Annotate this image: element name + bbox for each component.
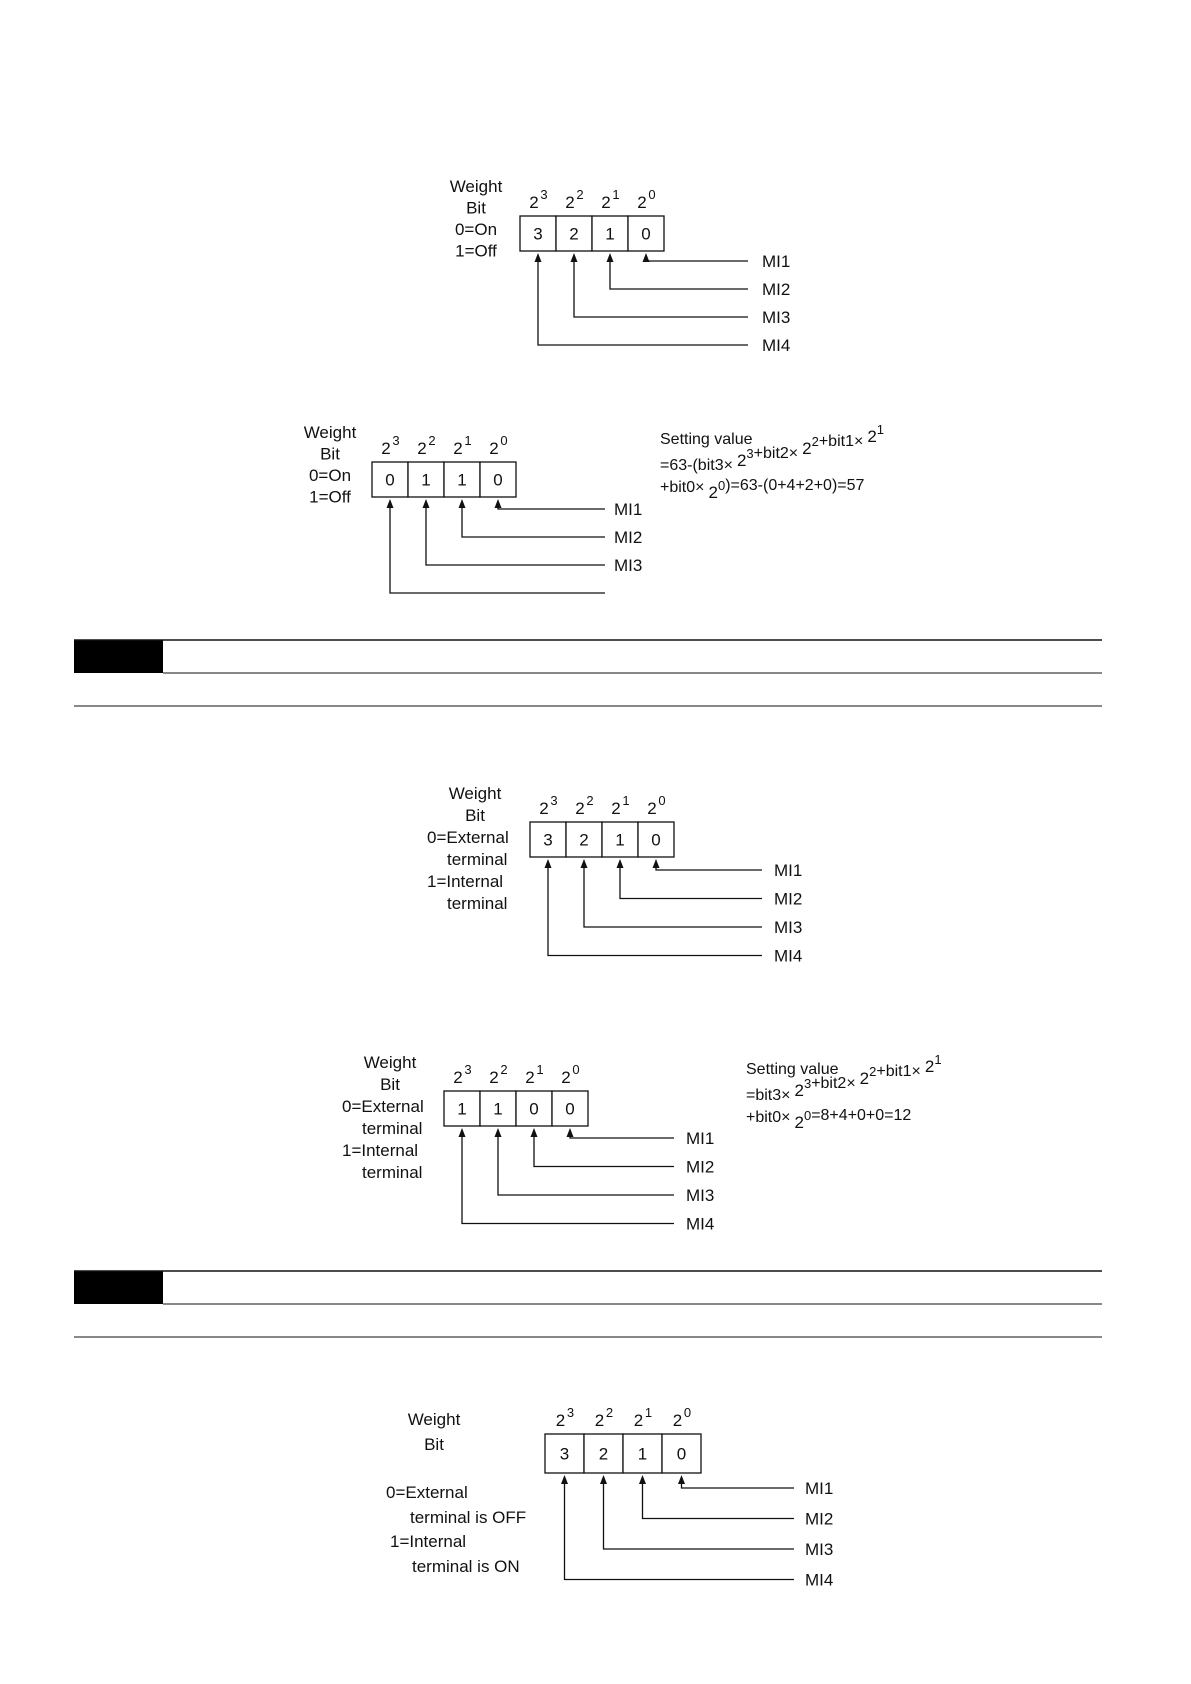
label-line-2: Bit bbox=[424, 1435, 444, 1454]
output-label-3: MI3 bbox=[686, 1186, 715, 1205]
weight-4 bbox=[561, 1062, 579, 1087]
weight-exponent: 3 bbox=[566, 1405, 575, 1420]
bit-cell-value: 1 bbox=[457, 1099, 467, 1119]
weight-exponent: 3 bbox=[550, 793, 558, 808]
weight-exponent: 3 bbox=[392, 433, 400, 448]
bit-cell-1 bbox=[520, 216, 556, 251]
formula-power-exponent: 1 bbox=[876, 422, 885, 437]
bit-cell-3 bbox=[592, 216, 628, 251]
connector-line-3 bbox=[498, 1136, 674, 1195]
arrow-up-icon bbox=[571, 253, 578, 262]
output-label-1: MI1 bbox=[774, 861, 803, 880]
weight-4 bbox=[637, 187, 655, 212]
weight-base: 2 bbox=[555, 1411, 566, 1430]
bit-cell-3 bbox=[623, 1434, 662, 1473]
section-bar-1 bbox=[74, 640, 1102, 706]
label-line-5: 1=Internal bbox=[342, 1141, 419, 1160]
weight-1 bbox=[381, 433, 399, 458]
bit-cell-value: 2 bbox=[569, 224, 579, 244]
bit-cell-4 bbox=[552, 1091, 588, 1126]
bit-cell-2 bbox=[408, 462, 444, 497]
arrow-up-icon bbox=[567, 1128, 574, 1137]
label-line-4: terminal is OFF bbox=[410, 1508, 527, 1527]
weight-exponent: 2 bbox=[576, 187, 584, 202]
bit-cell-value: 0 bbox=[651, 830, 661, 850]
formula-power-base: 2 bbox=[802, 439, 812, 458]
bit-cell-3 bbox=[602, 822, 638, 857]
bit-cell-value: 3 bbox=[533, 224, 543, 244]
label-line-4: 1=Off bbox=[455, 241, 497, 261]
formula-power-exponent: 1 bbox=[934, 1052, 942, 1067]
bit-cell-value: 1 bbox=[421, 470, 431, 490]
formula-segment: =bit3× bbox=[746, 1087, 791, 1104]
bit-cell-value: 1 bbox=[637, 1444, 648, 1464]
connector-line-1 bbox=[498, 507, 605, 509]
weight-base: 2 bbox=[539, 799, 549, 818]
formula-power-base: 2 bbox=[859, 1069, 870, 1088]
weight-2 bbox=[417, 433, 435, 458]
label-line-1: Weight bbox=[407, 1410, 461, 1429]
output-label-4: MI4 bbox=[762, 336, 791, 355]
arrow-up-icon bbox=[545, 859, 552, 868]
formula-segment: )=63-(0+4+2+0)=57 bbox=[725, 477, 865, 494]
weight-exponent: 0 bbox=[572, 1062, 580, 1077]
output-label-3: MI3 bbox=[762, 308, 791, 327]
label-line-2: Bit bbox=[320, 444, 340, 464]
setting-value-formula bbox=[746, 1052, 942, 1132]
connector-line-2 bbox=[534, 1136, 674, 1167]
weight-exponent: 1 bbox=[644, 1405, 653, 1420]
connector-line-4 bbox=[462, 1136, 674, 1224]
weight-4 bbox=[647, 793, 665, 818]
bit-cell-4 bbox=[638, 822, 674, 857]
output-label-3: MI3 bbox=[805, 1540, 834, 1559]
bit-cell-value: 1 bbox=[457, 470, 467, 490]
bit-cell-2 bbox=[480, 1091, 516, 1126]
formula-title: Setting value bbox=[660, 431, 753, 448]
weight-base: 2 bbox=[601, 193, 611, 212]
weight-4 bbox=[673, 1405, 691, 1430]
arrow-up-icon bbox=[678, 1475, 685, 1484]
weight-base: 2 bbox=[561, 1068, 571, 1087]
connector-line-4 bbox=[390, 507, 605, 593]
weight-base: 2 bbox=[594, 1411, 605, 1430]
connector-line-2 bbox=[610, 261, 748, 289]
weight-base: 2 bbox=[525, 1068, 535, 1087]
label-line-1: Weight bbox=[448, 784, 502, 803]
formula-line-2 bbox=[660, 477, 865, 502]
output-label-2: MI2 bbox=[774, 889, 803, 909]
bit-cell-value: 1 bbox=[493, 1099, 503, 1119]
weight-3 bbox=[634, 1405, 652, 1430]
label-line-2: Bit bbox=[466, 198, 486, 218]
bit-diagram-5 bbox=[386, 1405, 833, 1590]
connector-line-3 bbox=[426, 507, 605, 565]
weight-exponent: 0 bbox=[658, 793, 666, 808]
formula-segment: +bit2× bbox=[811, 1075, 856, 1092]
label-line-4: terminal bbox=[362, 1119, 423, 1138]
output-label-2: MI2 bbox=[805, 1509, 834, 1529]
connector-line-1 bbox=[682, 1483, 795, 1488]
bit-cell-2 bbox=[556, 216, 592, 251]
bit-cell-2 bbox=[566, 822, 602, 857]
label-line-2: Bit bbox=[380, 1075, 400, 1094]
output-label-2: MI2 bbox=[614, 528, 643, 547]
formula-line-1 bbox=[746, 1052, 942, 1104]
setting-value-formula bbox=[660, 422, 884, 502]
weight-2 bbox=[595, 1405, 613, 1430]
connector-line-3 bbox=[604, 1483, 795, 1549]
formula-power-exponent: 0 bbox=[803, 1108, 812, 1123]
bit-cell-3 bbox=[444, 462, 480, 497]
weight-exponent: 1 bbox=[622, 793, 630, 808]
weight-2 bbox=[565, 187, 583, 212]
bit-cell-value: 0 bbox=[641, 224, 651, 244]
label-line-3: 0=External bbox=[427, 828, 509, 847]
weight-exponent: 1 bbox=[464, 433, 472, 448]
weight-3 bbox=[601, 187, 619, 212]
weight-base: 2 bbox=[453, 1068, 463, 1087]
weight-exponent: 2 bbox=[500, 1062, 508, 1077]
bit-cell-4 bbox=[628, 216, 664, 251]
section-bar-2 bbox=[74, 1271, 1102, 1337]
weight-base: 2 bbox=[489, 439, 499, 458]
arrow-up-icon bbox=[581, 859, 588, 868]
formula-power-base: 2 bbox=[924, 1057, 935, 1076]
weight-1 bbox=[539, 793, 557, 818]
formula-power-exponent: 2 bbox=[811, 434, 819, 449]
formula-segment: +bit1× bbox=[876, 1063, 921, 1080]
label-line-6: terminal bbox=[447, 894, 508, 913]
weight-1 bbox=[556, 1405, 574, 1430]
weight-exponent: 2 bbox=[428, 433, 436, 448]
output-label-4: MI4 bbox=[686, 1214, 715, 1234]
weight-base: 2 bbox=[453, 439, 463, 458]
formula-segment: +bit1× bbox=[818, 433, 864, 450]
weight-4 bbox=[489, 433, 507, 458]
formula-segment: =8+4+0+0=12 bbox=[811, 1107, 912, 1124]
weight-base: 2 bbox=[611, 799, 621, 818]
label-line-1: Weight bbox=[363, 1053, 417, 1072]
bit-cell-value: 3 bbox=[543, 830, 553, 850]
bit-cell-1 bbox=[444, 1091, 480, 1126]
label-line-4: terminal bbox=[447, 850, 508, 869]
label-line-6: terminal bbox=[362, 1163, 423, 1182]
formula-title: Setting value bbox=[746, 1061, 839, 1078]
bit-diagram-1 bbox=[450, 177, 791, 355]
weight-2 bbox=[489, 1062, 507, 1087]
weight-base: 2 bbox=[633, 1411, 644, 1430]
formula-segment: +bit0× bbox=[746, 1109, 791, 1126]
weight-base: 2 bbox=[565, 193, 575, 212]
connector-line-1 bbox=[570, 1136, 674, 1138]
arrow-up-icon bbox=[639, 1475, 646, 1484]
arrow-up-icon bbox=[607, 253, 614, 262]
weight-exponent: 3 bbox=[540, 187, 548, 202]
bit-cell-value: 0 bbox=[385, 470, 395, 490]
formula-segment: =63-(bit3× bbox=[660, 457, 733, 474]
weight-base: 2 bbox=[647, 799, 657, 818]
weight-exponent: 2 bbox=[605, 1405, 614, 1420]
formula-line-2 bbox=[746, 1107, 911, 1132]
label-line-3: 0=External bbox=[386, 1483, 468, 1502]
weight-1 bbox=[529, 187, 547, 212]
bit-cell-value: 1 bbox=[615, 830, 625, 850]
bit-cell-1 bbox=[545, 1434, 584, 1473]
arrow-up-icon bbox=[561, 1475, 568, 1484]
bit-cell-value: 0 bbox=[565, 1099, 575, 1119]
bit-cell-value: 2 bbox=[579, 830, 589, 850]
weight-base: 2 bbox=[672, 1411, 683, 1430]
arrow-up-icon bbox=[459, 1128, 466, 1137]
bit-cell-value: 0 bbox=[493, 470, 503, 490]
connector-line-2 bbox=[462, 507, 605, 537]
formula-power-base: 2 bbox=[794, 1081, 804, 1100]
weight-exponent: 1 bbox=[612, 187, 620, 202]
formula-power-exponent: 3 bbox=[803, 1076, 812, 1091]
label-line-3: 0=On bbox=[454, 220, 498, 239]
weight-base: 2 bbox=[489, 1068, 499, 1087]
bit-cell-4 bbox=[480, 462, 516, 497]
connector-line-4 bbox=[565, 1483, 795, 1580]
bit-cell-value: 1 bbox=[605, 224, 615, 244]
weight-1 bbox=[453, 1062, 471, 1087]
formula-segment: +bit0× bbox=[660, 479, 705, 496]
formula-power-exponent: 2 bbox=[869, 1064, 877, 1079]
bit-cell-value: 3 bbox=[559, 1444, 570, 1464]
connector-line-2 bbox=[620, 867, 762, 899]
weight-2 bbox=[575, 793, 593, 818]
weight-3 bbox=[525, 1062, 543, 1087]
weight-exponent: 2 bbox=[586, 793, 594, 808]
formula-segment: +bit2× bbox=[753, 445, 799, 462]
label-line-3: 0=On bbox=[308, 466, 352, 485]
bit-cell-1 bbox=[372, 462, 408, 497]
weight-exponent: 0 bbox=[683, 1405, 692, 1420]
bit-cell-value: 0 bbox=[676, 1444, 687, 1464]
arrow-up-icon bbox=[387, 499, 394, 508]
label-line-5: 1=Internal bbox=[390, 1532, 467, 1551]
bit-diagram-3 bbox=[427, 784, 802, 966]
arrow-up-icon bbox=[459, 499, 466, 508]
weight-exponent: 0 bbox=[648, 187, 656, 202]
output-label-2: MI2 bbox=[762, 280, 791, 299]
bit-cell-4 bbox=[662, 1434, 701, 1473]
label-line-3: 0=External bbox=[342, 1097, 424, 1116]
arrow-up-icon bbox=[495, 1128, 502, 1137]
bit-cell-value: 0 bbox=[529, 1099, 539, 1119]
bit-cell-value: 2 bbox=[598, 1444, 609, 1464]
weight-exponent: 0 bbox=[500, 433, 508, 448]
weight-base: 2 bbox=[575, 799, 585, 818]
output-label-3: MI3 bbox=[774, 918, 803, 937]
label-line-1: Weight bbox=[303, 423, 357, 442]
bit-cell-1 bbox=[530, 822, 566, 857]
output-label-3: MI3 bbox=[614, 556, 643, 575]
output-label-1: MI1 bbox=[614, 500, 643, 519]
connector-line-3 bbox=[584, 867, 762, 927]
weight-base: 2 bbox=[381, 439, 391, 458]
weight-3 bbox=[611, 793, 629, 818]
formula-power-base: 2 bbox=[708, 483, 718, 502]
arrow-up-icon bbox=[535, 253, 542, 262]
formula-power-exponent: 3 bbox=[746, 446, 754, 461]
output-label-2: MI2 bbox=[686, 1157, 715, 1177]
output-label-4: MI4 bbox=[805, 1570, 834, 1590]
label-line-6: terminal is ON bbox=[412, 1557, 520, 1576]
bit-cell-3 bbox=[516, 1091, 552, 1126]
output-label-4: MI4 bbox=[774, 946, 803, 966]
arrow-up-icon bbox=[495, 499, 502, 508]
formula-line-1 bbox=[660, 422, 884, 474]
arrow-up-icon bbox=[531, 1128, 538, 1137]
connector-line-4 bbox=[538, 261, 748, 345]
output-label-1: MI1 bbox=[762, 252, 791, 271]
weight-base: 2 bbox=[637, 193, 647, 212]
output-label-1: MI1 bbox=[686, 1129, 715, 1148]
formula-power-base: 2 bbox=[867, 427, 877, 446]
label-line-1: Weight bbox=[449, 177, 503, 196]
bit-diagram-4 bbox=[342, 1052, 942, 1234]
weight-exponent: 1 bbox=[536, 1062, 544, 1077]
arrow-up-icon bbox=[617, 859, 624, 868]
arrow-up-icon bbox=[600, 1475, 607, 1484]
label-line-2: Bit bbox=[465, 806, 485, 825]
formula-power-exponent: 0 bbox=[717, 478, 726, 493]
arrow-up-icon bbox=[653, 859, 660, 868]
label-line-4: 1=Off bbox=[309, 487, 351, 507]
formula-power-base: 2 bbox=[794, 1113, 804, 1132]
connector-line-4 bbox=[548, 867, 762, 956]
weight-base: 2 bbox=[417, 439, 427, 458]
weight-exponent: 3 bbox=[464, 1062, 472, 1077]
arrow-up-icon bbox=[423, 499, 430, 508]
weight-3 bbox=[453, 433, 471, 458]
formula-power-base: 2 bbox=[736, 451, 747, 470]
label-line-5: 1=Internal bbox=[427, 872, 504, 891]
bit-diagram-2 bbox=[304, 422, 884, 593]
output-label-1: MI1 bbox=[805, 1479, 834, 1498]
bit-cell-2 bbox=[584, 1434, 623, 1473]
connector-line-1 bbox=[656, 867, 762, 870]
weight-base: 2 bbox=[529, 193, 539, 212]
arrow-up-icon bbox=[643, 253, 650, 262]
